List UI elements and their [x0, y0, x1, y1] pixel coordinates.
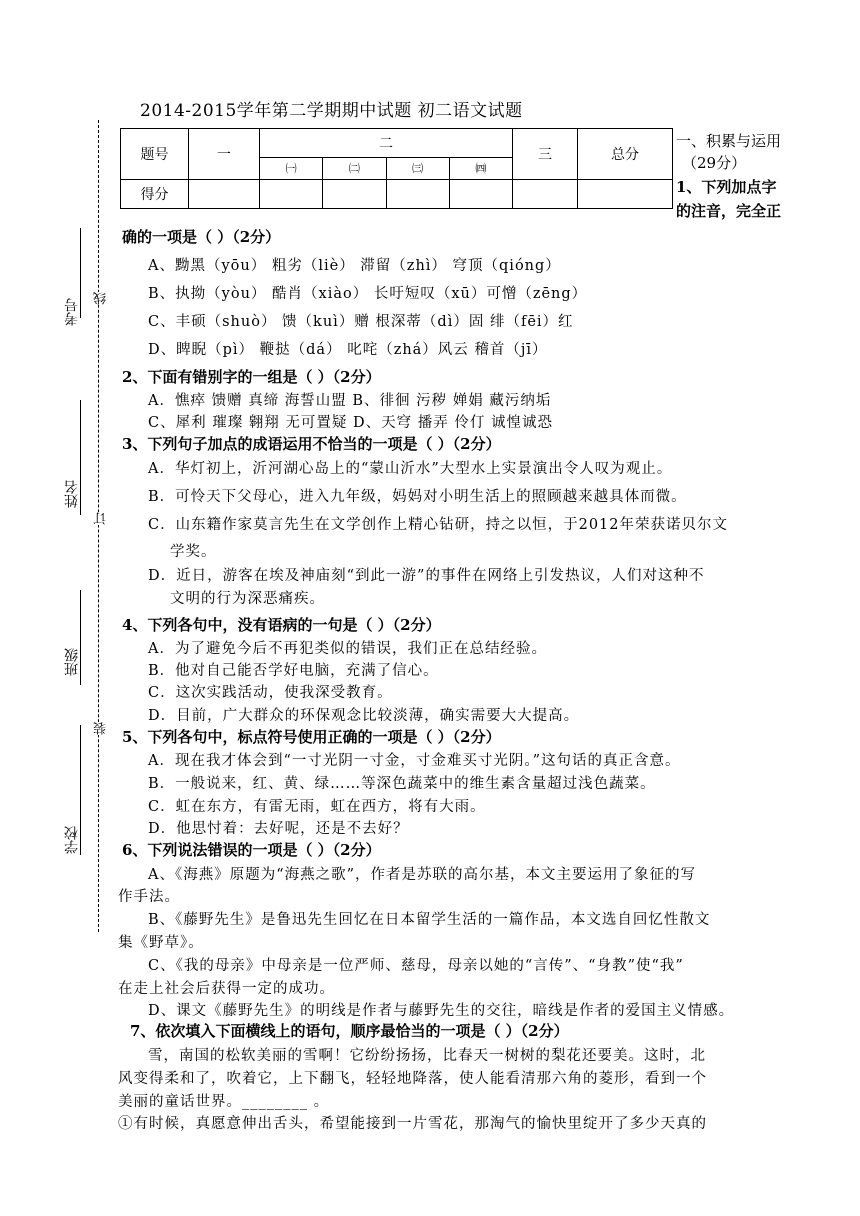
option-continued: 学奖。 — [170, 544, 217, 560]
q1-stem-part2: 的注音，完全正 — [676, 202, 782, 220]
option: C、犀利 璀璨 翱翔 无可置疑 D、天穹 播弄 伶仃 诚惶诚恐 — [148, 415, 553, 431]
option: C．这次实践活动，使我深受教育。 — [148, 685, 393, 701]
option: A、黝黑（yōu） 粗劣（liè） 滞留（zhì） 穹顶（qióng） — [148, 258, 561, 274]
option: B．一般说来，红、黄、绿……等深色蔬菜中的维生素含量超过浅色蔬菜。 — [148, 776, 656, 792]
score-cell[interactable] — [449, 180, 512, 209]
question-stem: 确的一项是（ ）（2分） — [122, 228, 281, 246]
margin-label-exam-number: 考号 — [64, 298, 80, 326]
option: D．目前，广大群众的环保观念比较淡薄，确实需要大大提高。 — [148, 708, 580, 724]
option: B．可怜天下父母心，进入九年级，妈妈对小明生活上的照顾越来越具体而微。 — [148, 489, 687, 505]
margin-cut-line: 线 — [94, 292, 109, 305]
option: D、睥睨（pì） 鞭挞（dá） 叱咤（zhá）风云 稽首（jī） — [148, 342, 548, 358]
option: A．华灯初上，沂河湖心岛上的“蒙山沂水”大型水上实景演出令人叹为观止。 — [148, 461, 673, 477]
paragraph-line: 美丽的童话世界。________ 。 — [118, 1094, 330, 1110]
table-subheader-cell: ㈠ — [260, 157, 323, 179]
section-points: （29分） — [682, 154, 747, 172]
table-header-cell: 三 — [513, 129, 578, 180]
table-row-label: 得分 — [121, 180, 189, 209]
score-cell[interactable] — [189, 180, 260, 209]
paragraph-line: 雪，南国的松软美丽的雪啊！它纷纷扬扬，比春天一树树的梨花还要美。这时，北 — [148, 1048, 706, 1064]
paragraph-line: 作手法。 — [118, 889, 180, 905]
paragraph-line: C、《我的母亲》中母亲是一位严师、慈母，母亲以她的“言传”、“身教”使“我” — [148, 958, 684, 974]
question-stem: 2、下面有错别字的一组是（ ）（2分） — [122, 368, 381, 386]
score-cell[interactable] — [260, 180, 323, 209]
table-header-cell: 一 — [189, 129, 260, 180]
paragraph-line: A、《海燕》原题为“海燕之歌”，作者是苏联的高尔基，本文主要运用了象征的写 — [148, 867, 697, 883]
question-stem: 6、下列说法错误的一项是（ ）（2分） — [122, 841, 381, 859]
option: C、丰硕（shuò） 馈（kuì）赠 根深蒂（dì）固 绯（fēi）红 — [148, 314, 574, 330]
option: D．他思忖着：去好呢，还是不去好？ — [148, 821, 409, 837]
question-stem: 5、下列各句中，标点符号使用正确的一项是（ ）（2分） — [122, 728, 501, 746]
score-cell[interactable] — [578, 180, 673, 209]
option: A．现在我才体会到“一寸光阴一寸金，寸金难买寸光阴。”这句话的真正含意。 — [148, 753, 681, 769]
margin-label-school: 学校 — [64, 826, 80, 854]
q1-stem-part1: 1、下列加点字 — [676, 178, 777, 196]
table-subheader-cell: ㈣ — [449, 157, 512, 179]
score-cell[interactable] — [513, 180, 578, 209]
margin-cut-mount: 装 — [94, 722, 109, 735]
margin-label-name: 姓名 — [64, 480, 80, 508]
margin-label-class: 班级 — [64, 648, 80, 676]
option: A．为了避免今后不再犯类似的错误，我们正在总结经验。 — [148, 641, 547, 657]
paragraph-line: ①有时候，真愿意伸出舌头，希望能接到一片雪花，那淘气的愉快里绽开了多少天真的 — [118, 1116, 707, 1132]
section-title: 一、积累与运用 — [676, 132, 782, 150]
table-header-cell: 总分 — [578, 129, 673, 180]
paragraph-line: B、《藤野先生》是鲁迅先生回忆在日本留学生活的一篇作品，本文选自回忆性散文 — [148, 912, 711, 928]
option: C．山东籍作家莫言先生在文学创作上精心钻研，持之以恒，于2012年荣获诺贝尔文 — [148, 517, 728, 533]
paragraph-line: D、课文《藤野先生》的明线是作者与藤野先生的交往，暗线是作者的爱国主义情感。 — [148, 1003, 735, 1019]
margin-cut-bind: 订 — [94, 512, 109, 525]
question-stem: 7、依次填入下面横线上的语句，顺序最恰当的一项是（ ）（2分） — [130, 1022, 569, 1040]
table-subheader-cell: ㈢ — [386, 157, 449, 179]
table-header-cell: 二 — [260, 129, 513, 158]
table-subheader-cell: ㈡ — [323, 157, 386, 179]
option: A．憔瘁 馈赠 真缔 海誓山盟 B、徘徊 污秽 婵娟 藏污纳垢 — [148, 393, 552, 409]
binding-line — [98, 120, 99, 932]
question-stem: 4、下列各句中，没有语病的一句是（ ）（2分） — [122, 616, 441, 634]
score-cell[interactable] — [323, 180, 386, 209]
question-stem: 3、下列句子加点的成语运用不恰当的一项是（ ）（2分） — [122, 435, 501, 453]
option: B、执拗（yòu） 酷肖（xiào） 长吁短叹（xū）可憎（zēng） — [148, 286, 588, 302]
table-header-cell: 题号 — [121, 129, 189, 180]
option: D．近日，游客在埃及神庙刻“到此一游”的事件在网络上引发热议，人们对这种不 — [148, 568, 705, 584]
paragraph-line: 集《野草》。 — [118, 935, 204, 951]
option-continued: 文明的行为深恶痛疾。 — [170, 591, 325, 607]
score-cell[interactable] — [386, 180, 449, 209]
paragraph-line: 在走上社会后获得一定的成功。 — [118, 981, 335, 997]
option: C．虹在东方，有雷无雨，虹在西方，将有大雨。 — [148, 799, 486, 815]
score-table — [120, 128, 673, 209]
option: B．他对自己能否学好电脑，充满了信心。 — [148, 663, 439, 679]
exam-title: 2014-2015学年第二学期期中试题 初二语文试题 — [140, 101, 523, 121]
paragraph-line: 风变得柔和了，吹着它，上下翻飞，轻轻地降落，使人能看清那六角的菱形，看到一个 — [118, 1071, 707, 1087]
